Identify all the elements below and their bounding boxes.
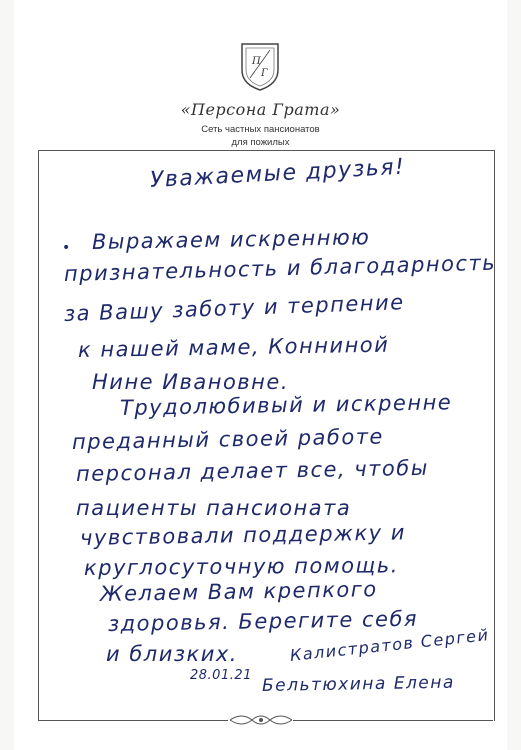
letter-line: чувствовали поддержку и [79,520,407,550]
letter-line: к нашей маме, Конниной [77,332,390,362]
brand-subtitle: Сеть частных пансионатов [201,124,320,135]
signature-1: Калистратов Сергей [289,625,491,665]
svg-text:Г: Г [261,68,268,79]
brand-subtitle-2: для пожилых [231,137,290,148]
signature-2: Бельтюхина Елена [261,672,456,696]
bullet-mark: • [62,240,71,256]
frame-bottom-line [293,720,493,721]
letter-line: преданный своей работе [71,424,385,454]
svg-text:П: П [252,56,261,67]
greeting: Уважаемые друзья! [149,154,406,193]
frame-bottom-line [38,720,228,721]
letter-line: персонал делает все, чтобы [75,455,429,486]
letter-line: здоровья. Берегите себя [107,606,419,636]
letter-line: и близких. [106,642,238,666]
brand-name: «Персона Грата» [180,100,341,119]
ornament-icon [228,710,294,730]
letter-line: Желаем Вам крепкого [99,577,378,606]
letter-line: Выражаем искреннюю [91,225,371,254]
letter-line: Нине Ивановне. [92,370,289,394]
letter-line: круглосуточную помощь. [83,553,399,580]
monogram-logo-icon [236,40,284,92]
letter-line: признательность и благодарность [63,250,497,286]
letter-line: за Вашу заботу и терпение [63,290,405,326]
letter-date: 28.01.21 [190,668,252,683]
letter-line: Трудолюбивый и искренне [119,390,453,420]
letter-line: пациенты пансионата [76,496,352,520]
